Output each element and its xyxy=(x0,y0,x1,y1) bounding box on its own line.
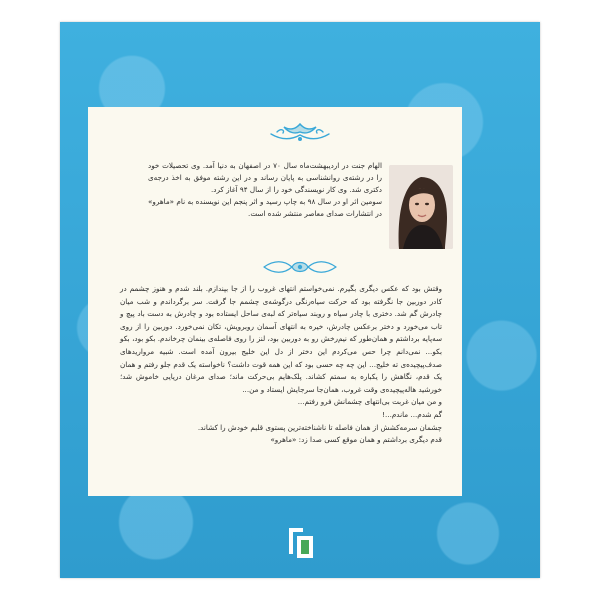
excerpt-paragraph: چشمان سرمه‌کشش از همان فاصله تا ناشناخته‌ترین پستوی قلبم خودش را کشاند. xyxy=(197,422,442,432)
author-photo xyxy=(389,165,453,249)
bio-paragraph: الهام جنت در اردیبهشت‌ماه سال ۷۰ در اصفهان به دنیا آمد. وی تحصیلات خود را در رشته‌ی روانشناسی به پایان رساند و در این رشته موفق به اخذ درجه‌ی دکتری شد. وی کار نویسندگی خود را از سال ۹۴ آغاز کرد. xyxy=(148,161,382,194)
book-excerpt xyxy=(120,283,442,447)
excerpt-paragraph: گم شدم... ماندم...! xyxy=(382,409,442,419)
bio-paragraph: سومین اثر او در سال ۹۸ به چاپ رسید و اثر پنجم این نویسنده به نام «ماهرو» در انتشارات صدای معاصر منتشر شده است. xyxy=(148,197,382,218)
publisher-logo-icon xyxy=(283,524,319,574)
floral-ornament-top-icon xyxy=(267,120,333,144)
floral-divider-icon xyxy=(262,256,338,278)
author-bio xyxy=(148,160,382,220)
excerpt-paragraph: وقتش بود که عکس دیگری بگیرم. نمی‌خواستم انتهای غروب را از جا بپندازم. بلند شدم و هنوز چشمم در کادر دوربین جا نگرفته بود که حرکت سیاه‌رنگی درگوشه‌ی چشمم جا گرفت. سر برگرداندم و شب میان چادرش گم شد. دختری با چادر سیاه و روبند سیاه‌تر که لبه‌ی ساحل ایستاده بود و چادرش به دست باد پیچ و تاب می‌خورد و دختر برعکس چادرش، خیره به انتهای آسمان روبرویش، تکان نمی‌خورد. دوربین را از روی سه‌پایه برداشتم و همان‌طور که نیم‌رخش رو به دوربین بود، لنز را روی فاصله‌ی بینمان چرخاندم. بکو بود، بکو بکو... نمی‌دانم چرا حس می‌کردم این دختر از دل این خلیج بیرون آمده است. شبیه مرواریدهای صدف‌پیچیده‌ی ته خلیج... این چه چه حسی بود که این همه قوت داشت؟ ناخواسته یک قدم جلو رفتم و همان یک قدم، نگاهش را یکباره به سمتم کشاند. پلک‌هایم بی‌حرکت ماند؛ صدای مرغان دریایی خاموش شد؛ خورشید هاله‌پیچیده‌ی وقت غروب، همان‌جا سرجایش ایستاد و من... xyxy=(120,284,442,394)
excerpt-paragraph: و من میان غربت بی‌انتهای چشمانش فرو رفتم... xyxy=(297,397,442,407)
excerpt-paragraph: قدم دیگری برداشتم و همان موقع کسی صدا زد: «ماهرو» xyxy=(270,435,442,445)
